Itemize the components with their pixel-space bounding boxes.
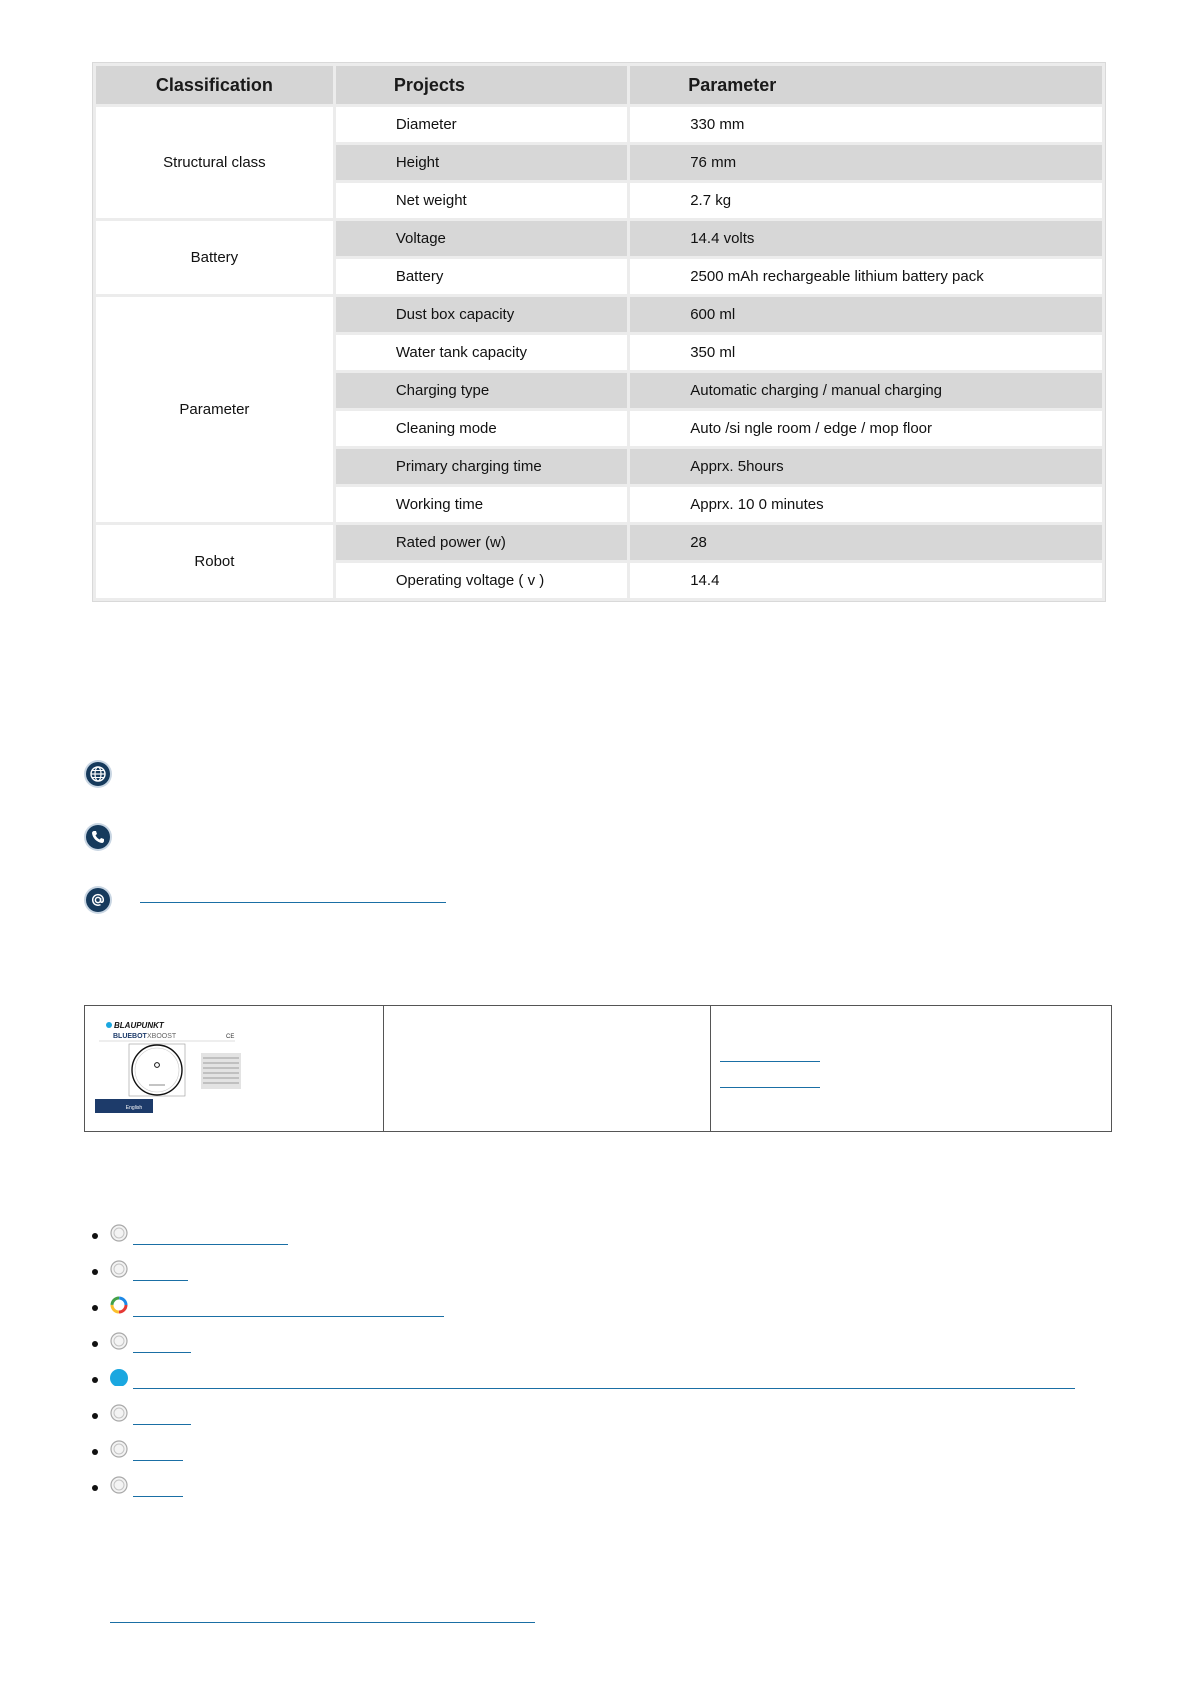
globe-icon[interactable] <box>86 762 110 786</box>
parameter-cell: 600 ml <box>630 297 1102 332</box>
list-link[interactable] <box>133 1424 191 1425</box>
phone-glyph <box>90 829 106 845</box>
bullet <box>92 1485 98 1491</box>
globe-icon <box>110 1404 128 1422</box>
parameter-cell: 330 mm <box>630 107 1102 142</box>
parameter-cell: Apprx. 10 0 minutes <box>630 487 1102 522</box>
list-link[interactable] <box>133 1496 183 1497</box>
project-cell: Operating voltage ( v ) <box>336 563 627 598</box>
list-link[interactable] <box>133 1280 188 1281</box>
globe-icon <box>110 1260 128 1278</box>
project-cell: Dust box capacity <box>336 297 627 332</box>
parameter-cell: Auto /si ngle room / edge / mop floor <box>630 411 1102 446</box>
phone-icon[interactable] <box>86 825 110 849</box>
parameter-cell: 2500 mAh rechargeable lithium battery pack <box>630 259 1102 294</box>
classification-cell: Robot <box>96 525 333 598</box>
header-classification: Classification <box>96 66 333 104</box>
bullet <box>92 1305 98 1311</box>
manual-link-1[interactable] <box>720 1061 820 1062</box>
list-link[interactable] <box>133 1388 1075 1389</box>
manual-preview-table <box>84 1005 1112 1132</box>
project-cell: Rated power (w) <box>336 525 627 560</box>
table-row <box>96 525 1102 560</box>
thumb-model-light: XBOOST <box>147 1033 177 1040</box>
globe-glyph <box>89 765 107 783</box>
footer-link[interactable] <box>110 1622 535 1623</box>
globe-icon <box>110 1224 128 1242</box>
color-ring-icon <box>110 1296 128 1314</box>
bullet <box>92 1269 98 1275</box>
list-link[interactable] <box>133 1352 191 1353</box>
thumb-brand: BLAUPUNKT <box>114 1021 164 1030</box>
classification-cell: Battery <box>96 221 333 294</box>
globe-icon <box>110 1476 128 1494</box>
bullet <box>92 1449 98 1455</box>
manual-link-2[interactable] <box>720 1087 820 1088</box>
parameter-cell: Automatic charging / manual charging <box>630 373 1102 408</box>
parameter-cell: 28 <box>630 525 1102 560</box>
project-cell: Voltage <box>336 221 627 256</box>
header-projects: Projects <box>336 66 627 104</box>
bullet <box>92 1377 98 1383</box>
blue-dot-icon <box>110 1368 128 1386</box>
globe-icon <box>110 1440 128 1458</box>
parameter-cell: 76 mm <box>630 145 1102 180</box>
thumb-model-bold: BLUEBOT <box>113 1033 147 1040</box>
table-row <box>96 221 1102 256</box>
parameter-cell: 14.4 <box>630 563 1102 598</box>
parameter-cell: 2.7 kg <box>630 183 1102 218</box>
classification-cell: Structural class <box>96 107 333 218</box>
table-row <box>96 107 1102 142</box>
list-link[interactable] <box>133 1460 183 1461</box>
project-cell: Working time <box>336 487 627 522</box>
bullet <box>92 1413 98 1419</box>
parameter-cell: Apprx. 5hours <box>630 449 1102 484</box>
classification-cell: Parameter <box>96 297 333 522</box>
parameter-cell: 14.4 volts <box>630 221 1102 256</box>
thumb-ce-mark: CE <box>226 1034 235 1040</box>
table-header-row <box>96 66 1102 104</box>
at-glyph <box>90 892 106 908</box>
project-cell: Charging type <box>336 373 627 408</box>
project-cell: Water tank capacity <box>336 335 627 370</box>
globe-icon <box>110 1332 128 1350</box>
email-link[interactable] <box>140 902 446 903</box>
bullet <box>92 1233 98 1239</box>
project-cell: Primary charging time <box>336 449 627 484</box>
list-link[interactable] <box>133 1244 288 1245</box>
manual-links-cell <box>710 1006 1111 1131</box>
manual-title-cell <box>383 1006 710 1131</box>
manual-thumbnail[interactable] <box>85 1006 383 1131</box>
list-link[interactable] <box>133 1316 444 1317</box>
project-cell: Net weight <box>336 183 627 218</box>
parameter-cell: 350 ml <box>630 335 1102 370</box>
at-sign-icon[interactable] <box>86 888 110 912</box>
spec-table <box>93 63 1105 601</box>
project-cell: Diameter <box>336 107 627 142</box>
thumb-language-tab: English <box>125 1105 143 1111</box>
bullet <box>92 1341 98 1347</box>
header-parameter: Parameter <box>630 66 1102 104</box>
project-cell: Height <box>336 145 627 180</box>
project-cell: Cleaning mode <box>336 411 627 446</box>
manual-thumbnail-cell[interactable] <box>85 1006 383 1131</box>
project-cell: Battery <box>336 259 627 294</box>
table-row <box>96 297 1102 332</box>
